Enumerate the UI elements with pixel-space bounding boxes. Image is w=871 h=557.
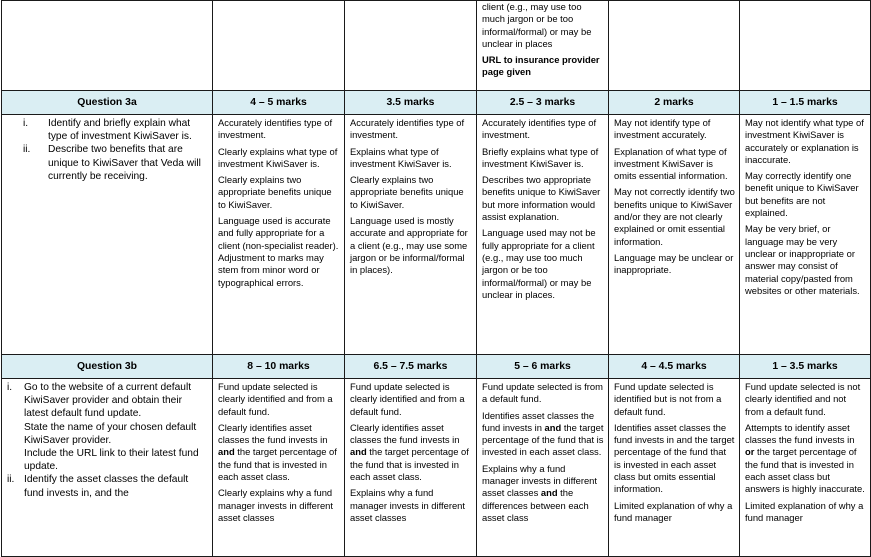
criterion: May not identify type of investment accurately. <box>614 117 711 141</box>
criterion: Limited explanation of why a fund manager <box>745 499 864 523</box>
top-cell-5 <box>609 1 740 91</box>
content-row-3b <box>2 379 871 557</box>
criterion: Fund update selected is not clearly identified and not from a default fund. <box>745 381 861 417</box>
criterion: Accurately identifies type of investment. <box>350 117 465 141</box>
question-3a-tasks <box>2 115 213 355</box>
criterion: Limited explanation of why a fund manager <box>614 499 733 523</box>
criterion: Explains why a fund manager invests in different asset classes <box>350 487 465 523</box>
criterion: Fund update selected is identified but is not from a default fund. <box>614 381 722 417</box>
criterion: Clearly explains two appropriate benefits unique to KiwiSaver. <box>218 174 332 210</box>
criterion: Fund update selected is from a default fund. <box>482 381 603 405</box>
criteria-3a-col-1 <box>213 115 345 355</box>
criterion: Identifies asset classes the fund invests in and the target percentage of the fund that is invested in each asset class. <box>482 409 604 458</box>
header-question-3a: Question 3a <box>2 91 213 115</box>
criterion: May not identify what type of investment KiwiSaver is accurately or explanation is inaccurate. <box>745 117 864 165</box>
criterion: Clearly explains what type of investment KiwiSaver is. <box>218 145 338 169</box>
question-3b-tasks <box>2 379 213 557</box>
criterion: May correctly identify one benefit unique to KiwiSaver but benefits are not explained. <box>745 170 859 219</box>
list-item-continuation: Include the URL link to their latest fund update. <box>24 448 199 473</box>
criteria-3b-col-3 <box>477 379 609 557</box>
criteria-3a-col-5 <box>740 115 871 355</box>
header-marks-col-5: 1 – 1.5 marks <box>740 91 871 115</box>
list-item: i. Identify and briefly explain what type of investment KiwiSaver is. <box>23 118 192 143</box>
criterion: Language used may not be fully appropriate for a client (e.g., may use too much jargon or be too informal/formal) or may be unclear in places. <box>482 227 596 300</box>
header-marks-col-2: 6.5 – 7.5 marks <box>345 355 477 379</box>
criterion: Explains what type of investment KiwiSaver is. <box>350 145 452 169</box>
header-marks-col-2: 3.5 marks <box>345 91 477 115</box>
content-row-3a <box>2 115 871 355</box>
criteria-3b-col-4 <box>609 379 740 557</box>
header-marks-col-4: 2 marks <box>609 91 740 115</box>
list-item: ii. Identify the asset classes the default fund invests in, and the <box>7 474 189 499</box>
criterion: Language used is accurate and fully appropriate for a client (non-specialist reader). Adjustment to marks may stem from minor word or typographical errors. <box>218 215 339 288</box>
criteria-3b-col-1 <box>213 379 345 557</box>
header-marks-col-4: 4 – 4.5 marks <box>609 355 740 379</box>
criterion: Accurately identifies type of investment. <box>218 117 333 141</box>
top-cell-3 <box>345 1 477 91</box>
criterion: Clearly identifies asset classes the fund invests in and the target percentage of the fund that is invested in each asset class. <box>218 421 337 483</box>
question-3b-list <box>7 381 208 500</box>
criteria-3a-col-4 <box>609 115 740 355</box>
list-item: i. Go to the website of a current default KiwiSaver provider and obtain their latest default fund update. <box>7 382 192 420</box>
criterion: Fund update selected is clearly identified and from a default fund. <box>350 381 465 417</box>
criterion: May be very brief, or language may be very unclear or inappropriate or answer may consist of material copy/pasted from websites or other materials. <box>745 223 860 296</box>
criterion: Describes two appropriate benefits unique to KiwiSaver but more information would assist explanation. <box>482 174 601 223</box>
criteria-3b-col-2 <box>345 379 477 557</box>
criterion: Identifies asset classes the fund invests in and the target percentage of the fund that is invested in each asset class but omits essential information. <box>614 421 735 495</box>
header-marks-col-1: 8 – 10 marks <box>213 355 345 379</box>
top-cell-2 <box>213 1 345 91</box>
criteria-3a-col-3 <box>477 115 609 355</box>
header-marks-col-1: 4 – 5 marks <box>213 91 345 115</box>
criterion: Language may be unclear or inappropriate. <box>614 251 734 276</box>
criterion: Briefly explains what type of investment KiwiSaver is. <box>482 145 599 169</box>
criterion: Accurately identifies type of investment. <box>482 117 597 141</box>
list-item-continuation: State the name of your chosen default KiwiSaver provider. <box>24 421 197 446</box>
header-question-3b: Question 3b <box>2 355 213 379</box>
top-cell-1 <box>2 1 213 91</box>
criterion: Language used is mostly accurate and appropriate for a client (e.g., may use some jargon or be informal/formal in places). <box>350 215 468 276</box>
criteria-3b-col-5 <box>740 379 871 557</box>
criterion: Explanation of what type of investment KiwiSaver is omits essential information. <box>614 145 728 182</box>
cell-text: client (e.g., may use too much jargon or be too informal/formal) or may be unclear in places <box>482 1 592 49</box>
header-row-3b <box>2 355 871 379</box>
header-marks-col-5: 1 – 3.5 marks <box>740 355 871 379</box>
header-row-3a <box>2 91 871 115</box>
header-marks-col-3: 5 – 6 marks <box>477 355 609 379</box>
criterion: Attempts to identify asset classes the fund invests in or the target percentage of the fund that is invested in each asset class but answers is highly inaccurate. <box>745 421 865 495</box>
criterion: May not correctly identify two benefits unique to KiwiSaver and/or they are not clearly explained or omit essential information. <box>614 186 735 247</box>
criterion: Fund update selected is clearly identified and from a default fund. <box>218 381 333 417</box>
top-cell-4 <box>477 1 609 91</box>
marking-rubric-table <box>1 0 871 557</box>
cell-text-bold: URL to insurance provider page given <box>482 54 600 78</box>
header-marks-col-3: 2.5 – 3 marks <box>477 91 609 115</box>
criterion: Explains why a fund manager invests in different asset classes and the differences between each asset class <box>482 462 597 523</box>
list-item: ii. Describe two benefits that are unique to KiwiSaver that Veda will currently be receiving. <box>23 144 201 182</box>
top-row <box>2 1 871 91</box>
criterion: Clearly explains two appropriate benefits unique to KiwiSaver. <box>350 174 464 210</box>
criteria-3a-col-2 <box>345 115 477 355</box>
question-3a-list <box>7 117 208 183</box>
criterion: Clearly explains why a fund manager invests in different asset classes <box>218 487 333 523</box>
criterion: Clearly identifies asset classes the fund invests in and the target percentage of the fund that is invested in each asset class. <box>350 421 469 483</box>
top-cell-6 <box>740 1 871 91</box>
